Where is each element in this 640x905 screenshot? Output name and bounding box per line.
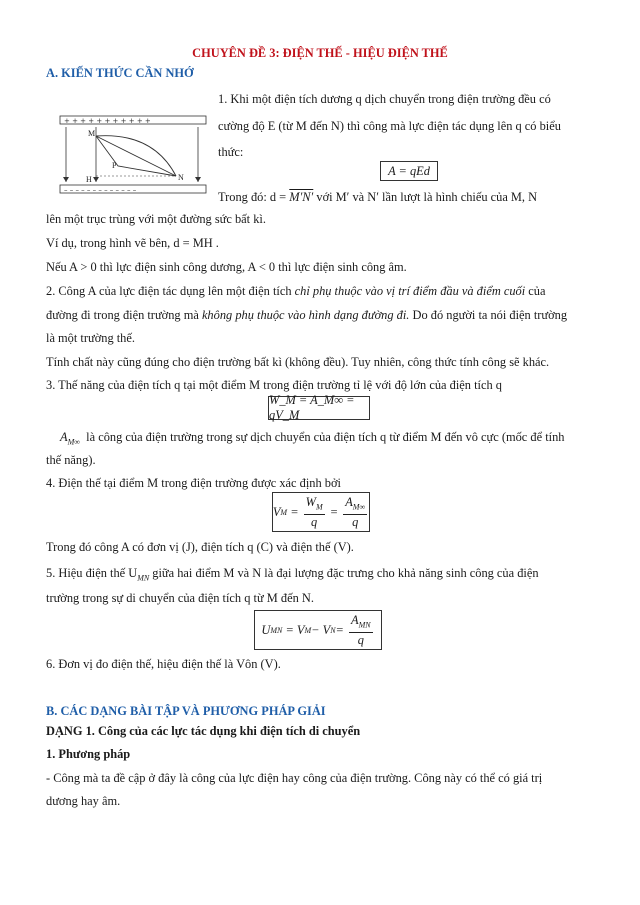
section-b-heading: B. CÁC DẠNG BÀI TẬP VÀ PHƯƠNG PHÁP GIẢI (46, 704, 326, 718)
document-title: CHUYÊN ĐỀ 3: ĐIỆN THẾ - HIỆU ĐIỆN THẾ (192, 46, 448, 60)
label-P: P (112, 161, 117, 170)
formula-voltage: U MN = V M − V N = $\frac{A_{MN}}{q}$ (254, 610, 382, 650)
p1-line5: lên một trục trùng với một đường sức bất kì. (46, 212, 266, 226)
p1-line3: thức: (218, 145, 244, 159)
p1-line6: Ví dụ, trong hình vẽ bên, d = MH . (46, 236, 219, 250)
dang1-heading: DẠNG 1. Công của các lực tác dụng khi điện tích di chuyển (46, 724, 361, 738)
p3-line2: $A_{M\infty}$ là công của điện trường trong sự dịch chuyển của điện tích q từ điểm M đến vô cực (mốc để tính (60, 430, 565, 447)
p1-line4: Trong đó: d = M′N′ với M′ và N′ lần lượt là hình chiếu của M, N (218, 190, 538, 204)
p2-line3: là một trường thế. (46, 331, 135, 345)
field-arrow (63, 177, 69, 182)
p1-line1: 1. Khi một điện tích dương q dịch chuyển trong điện trường đều có (218, 92, 551, 106)
p2-line4: Tính chất này cũng đúng cho điện trường bất kì (không đều). Tuy nhiên, công thức tính công sẽ khác. (46, 355, 550, 369)
section-a-heading: A. KIẾN THỨC CẦN NHỚ (46, 66, 194, 80)
electric-field-diagram (58, 114, 208, 196)
p1-line2: cường độ E (từ M đến N) thì công mà lực điện tác dụng lên q có biểu (218, 119, 561, 133)
p1-line7: Nếu A > 0 thì lực điện sinh công dương, A < 0 thì lực điện sinh công âm. (46, 260, 407, 274)
p5-line2: trường trong sự di chuyển của điện tích q từ M đến N. (46, 591, 314, 605)
label-M: M (88, 129, 96, 138)
p4-line2: Trong đó công A có đơn vị (J), điện tích q (C) và điện thế (V). (46, 540, 354, 554)
path-straight (96, 136, 176, 176)
p2-line1: 2. Công A của lực điện tác dụng lên một điện tích chỉ phụ thuộc vào vị trí điểm đầu và điểm cuối của (46, 284, 546, 298)
positive-signs: + + + + + + + + + + + (64, 117, 151, 125)
label-H: H (86, 175, 92, 184)
p5-line1: 5. Hiệu điện thế $U_{MN}$ giữa hai điểm M và N là đại lượng đặc trưng cho khả năng sinh công của điện (46, 566, 539, 583)
negative-signs: – – – – – – – – – – – – – (64, 186, 137, 194)
formula-potential-energy: W_M = A_M∞ = qV_M (268, 396, 370, 420)
method-line1: - Công mà ta đề cập ở đây là công của lực điện hay công của điện trường. Công này có thể có giá trị (46, 771, 543, 785)
p3-line3: thế năng). (46, 453, 96, 467)
p3-line1: 3. Thế năng của điện tích q tại một điểm M trong điện trường tỉ lệ với độ lớn của điện tích q (46, 378, 502, 392)
p4-line1: 4. Điện thế tại điểm M trong điện trường được xác định bởi (46, 476, 341, 490)
p2-line2: đường đi trong điện trường mà không phụ thuộc vào hình dạng đường đi. Do đó người ta nói điện trường (46, 308, 568, 322)
label-N: N (178, 173, 184, 182)
method-line2: dương hay âm. (46, 794, 121, 808)
method-heading: 1. Phương pháp (46, 747, 131, 761)
p6-line: 6. Đơn vị đo điện thế, hiệu điện thế là Vôn (V). (46, 657, 281, 671)
formula-potential: V M = $\frac{W_M}{q}$ = $\frac{A_{M\infty}}{q}$ (272, 492, 370, 532)
formula-work: A = qEd (380, 161, 438, 181)
